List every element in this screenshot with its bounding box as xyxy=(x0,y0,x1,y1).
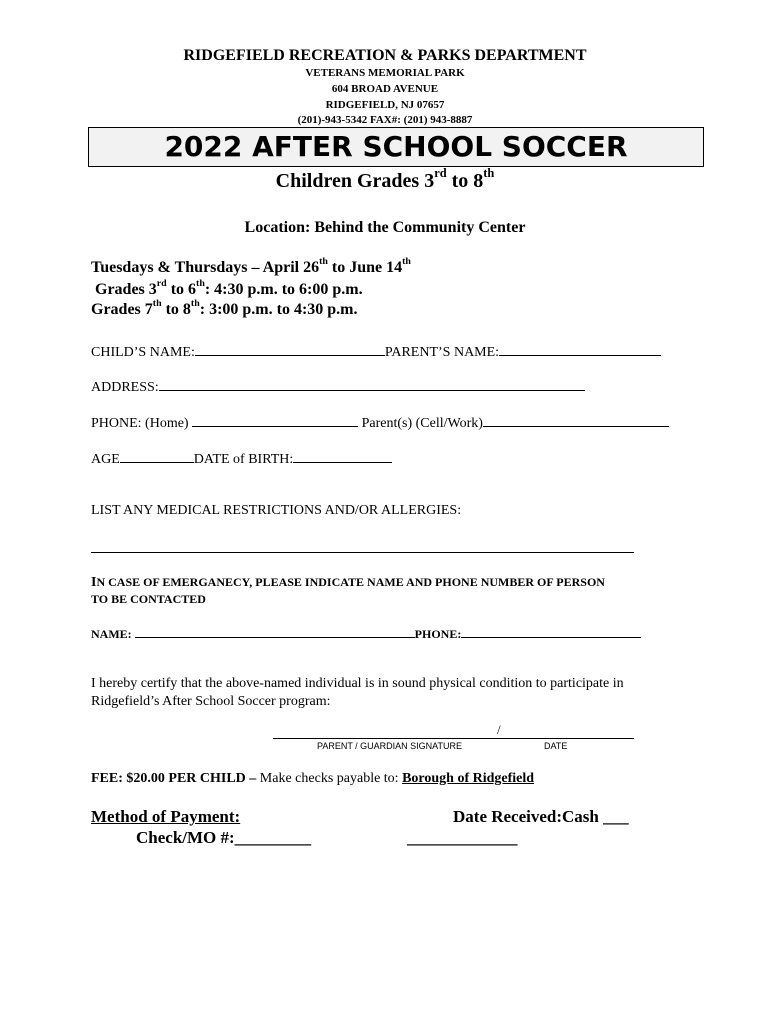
signature-slash: / xyxy=(497,722,501,737)
emergency-heading-rest: N CASE OF EMERGANECY, PLEASE INDICATE NAME AND PHONE NUMBER OF PERSON xyxy=(96,575,605,589)
fee-row xyxy=(91,771,534,787)
certify-line2: Ridgefield’s After School Soccer program: xyxy=(91,694,331,709)
parent-cell-label: Parent(s) (Cell/Work) xyxy=(361,416,483,431)
g2-text-1: Grades 7 xyxy=(91,301,153,318)
method-of-payment: Method of Payment: xyxy=(91,807,241,826)
g2-time: : 3:00 p.m. to 4:30 p.m. xyxy=(199,301,358,318)
city-address: RIDGEFIELD, NJ 07657 xyxy=(325,99,445,111)
subtitle-text-2: to 8 xyxy=(446,170,484,192)
child-name-row xyxy=(91,343,661,361)
form-title: 2022 AFTER SCHOOL SOCCER xyxy=(88,127,704,167)
days-text-1: Tuesdays & Thursdays – April 26 xyxy=(91,259,320,276)
date-received-label: Date Received: xyxy=(453,807,563,826)
cash-field[interactable]: Cash ___ xyxy=(562,807,629,826)
dob-field[interactable] xyxy=(293,450,392,463)
signature-field[interactable] xyxy=(273,738,634,739)
address-label: ADDRESS: xyxy=(91,380,159,395)
check-mo-field[interactable]: Check/MO #:_________ xyxy=(136,828,312,847)
g1-text-1: Grades 3 xyxy=(95,281,157,298)
location: Location: Behind the Community Center xyxy=(244,219,526,236)
emergency-phone-label: PHONE: xyxy=(414,627,462,641)
phone-row xyxy=(91,414,669,432)
date-received-row xyxy=(453,807,629,827)
schedule-grades-3-6 xyxy=(95,278,363,299)
address-row xyxy=(91,378,585,396)
fee-instructions: Make checks payable to: xyxy=(256,771,403,786)
parent-name-field[interactable] xyxy=(499,343,661,356)
address-field[interactable] xyxy=(159,378,585,391)
date-label: DATE xyxy=(544,741,568,751)
fee-payee: Borough of Ridgefield xyxy=(402,771,535,786)
g1-sup-2: th xyxy=(196,278,205,290)
fee-label: FEE: $20.00 PER CHILD – xyxy=(91,771,257,786)
emergency-name-field[interactable] xyxy=(135,625,415,638)
g2-sup-2: th xyxy=(190,298,200,310)
days-text-2: to June 14 xyxy=(327,259,403,276)
subtitle-sup-2: th xyxy=(483,166,495,181)
emergency-name-label: NAME: xyxy=(91,627,132,641)
phone-home-field[interactable] xyxy=(192,414,358,427)
parent-cell-field[interactable] xyxy=(483,414,669,427)
parent-name-label: PARENT’S NAME: xyxy=(384,345,500,360)
signature-label: PARENT / GUARDIAN SIGNATURE xyxy=(317,741,463,751)
medical-field[interactable] xyxy=(91,552,634,553)
department-name: RIDGEFIELD RECREATION & PARKS DEPARTMENT xyxy=(183,47,587,64)
grades-subtitle xyxy=(0,166,770,193)
schedule-grades-7-8 xyxy=(91,298,358,319)
phone-home-label: PHONE: (Home) xyxy=(91,416,189,431)
park-name: VETERANS MEMORIAL PARK xyxy=(305,67,465,79)
child-name-label: CHILD’S NAME: xyxy=(91,345,195,360)
g2-sup-1: th xyxy=(152,298,162,310)
subtitle-sup-1: rd xyxy=(434,166,447,181)
schedule-days xyxy=(91,256,411,277)
age-field[interactable] xyxy=(120,450,194,463)
emergency-first-letter: I xyxy=(91,575,97,590)
age-row xyxy=(91,450,392,468)
g2-text-2: to 8 xyxy=(161,301,191,318)
medical-label: LIST ANY MEDICAL RESTRICTIONS AND/OR ALLERGIES: xyxy=(91,503,462,518)
child-name-field[interactable] xyxy=(195,343,385,356)
emergency-contact-row xyxy=(91,625,641,642)
subtitle-text-1: Children Grades 3 xyxy=(275,170,435,192)
emergency-heading-line2: TO BE CONTACTED xyxy=(91,592,206,606)
emergency-phone-field[interactable] xyxy=(461,625,641,638)
days-sup-2: th xyxy=(402,256,411,268)
street-address: 604 BROAD AVENUE xyxy=(331,83,439,95)
certify-line1: I hereby certify that the above-named individual is in sound physical condition to participate in xyxy=(91,676,624,691)
g1-text-2: to 6 xyxy=(166,281,197,298)
age-label: AGE xyxy=(91,452,120,467)
contact-numbers: (201)-943-5342 FAX#: (201) 943-8887 xyxy=(297,114,473,126)
dob-label: DATE of BIRTH: xyxy=(193,452,294,467)
date-received-field[interactable]: _____________ xyxy=(407,828,518,847)
g1-sup-1: rd xyxy=(156,278,167,290)
g1-time: : 4:30 p.m. to 6:00 p.m. xyxy=(204,281,363,298)
days-sup-1: th xyxy=(319,256,328,268)
emergency-heading-line1 xyxy=(91,575,605,591)
